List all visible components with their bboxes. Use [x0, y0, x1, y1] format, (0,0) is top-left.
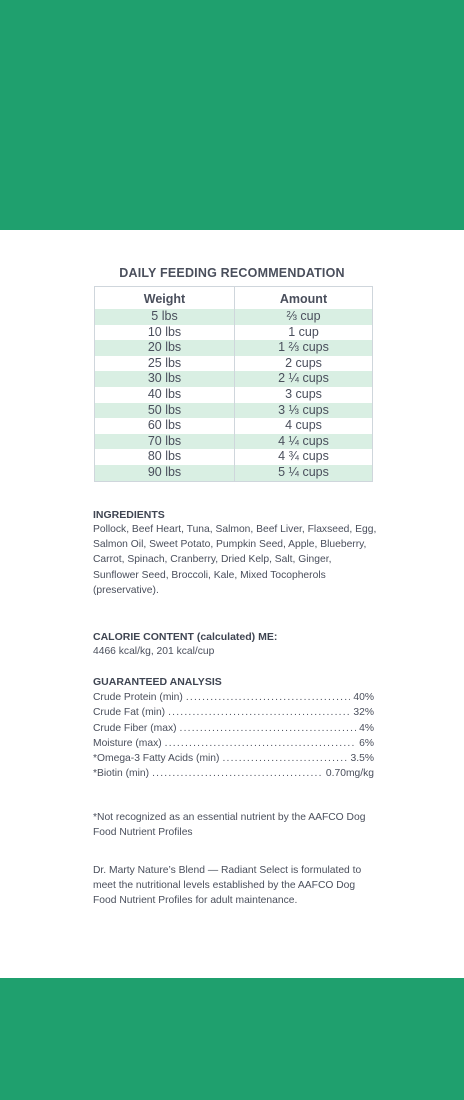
amount-cell: 5 ¼ cups	[278, 464, 329, 479]
nutrient-label: Crude Fat (min)	[93, 707, 166, 719]
table-row	[95, 325, 373, 341]
weight-cell: 50 lbs	[95, 403, 235, 419]
dot-leader	[222, 751, 347, 766]
nutrient-label: *Biotin (min)	[93, 768, 150, 780]
amount-cell: 4 ¾ cups	[278, 449, 329, 464]
weight-cell: 30 lbs	[95, 371, 235, 387]
table-row	[95, 403, 373, 419]
bottom-green-band	[0, 978, 464, 1100]
calorie-text: 4466 kcal/kg, 201 kcal/cup	[93, 646, 215, 657]
amount-cell: 4 cups	[285, 418, 322, 433]
amount-cell: ⅔ cup	[286, 309, 321, 323]
table-row	[95, 309, 373, 325]
analysis-list	[93, 690, 374, 782]
list-item	[93, 721, 374, 736]
dot-leader	[152, 766, 323, 781]
amount-cell: 1 cup	[288, 324, 319, 339]
table-row	[95, 340, 373, 356]
feeding-title: DAILY FEEDING RECOMMENDATION	[119, 266, 345, 280]
weight-cell: 25 lbs	[95, 356, 235, 372]
nutrient-value: 6%	[359, 737, 374, 749]
amount-cell: 4 ¼ cups	[278, 433, 329, 448]
amount-cell: 2 cups	[285, 355, 322, 370]
analysis-title: GUARANTEED ANALYSIS	[93, 676, 222, 688]
weight-cell: 40 lbs	[95, 387, 235, 403]
table-row	[95, 356, 373, 372]
dot-leader	[165, 736, 356, 751]
nutrient-value: 40%	[353, 692, 374, 703]
ingredients-title: INGREDIENTS	[93, 509, 165, 521]
nutrient-label: Moisture (max)	[93, 737, 162, 749]
table-row	[95, 465, 373, 481]
nutrient-label: Crude Protein (min)	[93, 692, 183, 703]
dot-leader	[180, 721, 357, 736]
weight-cell: 20 lbs	[95, 340, 235, 356]
calorie-title: CALORIE CONTENT (calculated) ME:	[93, 631, 278, 643]
nutrient-value: 3.5%	[350, 753, 374, 765]
table-row	[95, 434, 373, 450]
dot-leader	[186, 690, 351, 705]
amount-cell: 2 ¼ cups	[278, 371, 329, 386]
nutrient-label: *Omega-3 Fatty Acids (min)	[93, 753, 220, 765]
aafco-statement: Dr. Marty Nature’s Blend — Radiant Select is formulated to meet the nutritional levels established by the AAFCO Dog Food Nutrient Profiles for adult maintenance.	[93, 865, 362, 907]
nutrient-label: Crude Fiber (max)	[93, 722, 177, 734]
amount-header: Amount	[279, 292, 328, 306]
table-row	[95, 449, 373, 465]
top-green-band	[0, 0, 464, 230]
weight-cell: 90 lbs	[95, 465, 235, 481]
weight-cell: 80 lbs	[95, 449, 235, 465]
table-row	[95, 418, 373, 434]
list-item	[93, 751, 374, 766]
list-item	[93, 736, 374, 751]
nutrient-value: 32%	[353, 707, 374, 719]
ingredients-text: Pollock, Beef Heart, Tuna, Salmon, Beef Liver, Flaxseed, Egg, Salmon Oil, Sweet Potato, Pumpkin Seed, Apple, Blueberry, Carrot, Spinach, Cranberry, Dried Kelp, Salt, Ginger, Sunflower Seed, Broccoli, Kale, Mixed Tocopherols (preservative).	[93, 524, 377, 596]
weight-cell: 60 lbs	[95, 418, 235, 434]
table-row	[95, 371, 373, 387]
weight-cell: 10 lbs	[95, 325, 235, 341]
feeding-table	[94, 286, 373, 482]
amount-cell: 3 ⅓ cups	[278, 402, 329, 417]
nutrition-panel	[0, 230, 464, 978]
amount-cell: 3 cups	[285, 386, 322, 401]
amount-cell: 1 ⅔ cups	[278, 340, 329, 355]
dot-leader	[168, 705, 350, 720]
footnote-text: *Not recognized as an essential nutrient by the AAFCO Dog Food Nutrient Profiles	[93, 812, 366, 839]
list-item	[93, 705, 374, 720]
list-item	[93, 766, 374, 781]
weight-header: Weight	[95, 287, 235, 310]
nutrient-value: 0.70mg/kg	[325, 768, 374, 780]
list-item	[93, 690, 374, 705]
feeding-table-header	[95, 287, 373, 310]
weight-cell: 5 lbs	[95, 309, 235, 325]
weight-cell: 70 lbs	[95, 434, 235, 450]
table-row	[95, 387, 373, 403]
nutrient-value: 4%	[359, 722, 374, 734]
